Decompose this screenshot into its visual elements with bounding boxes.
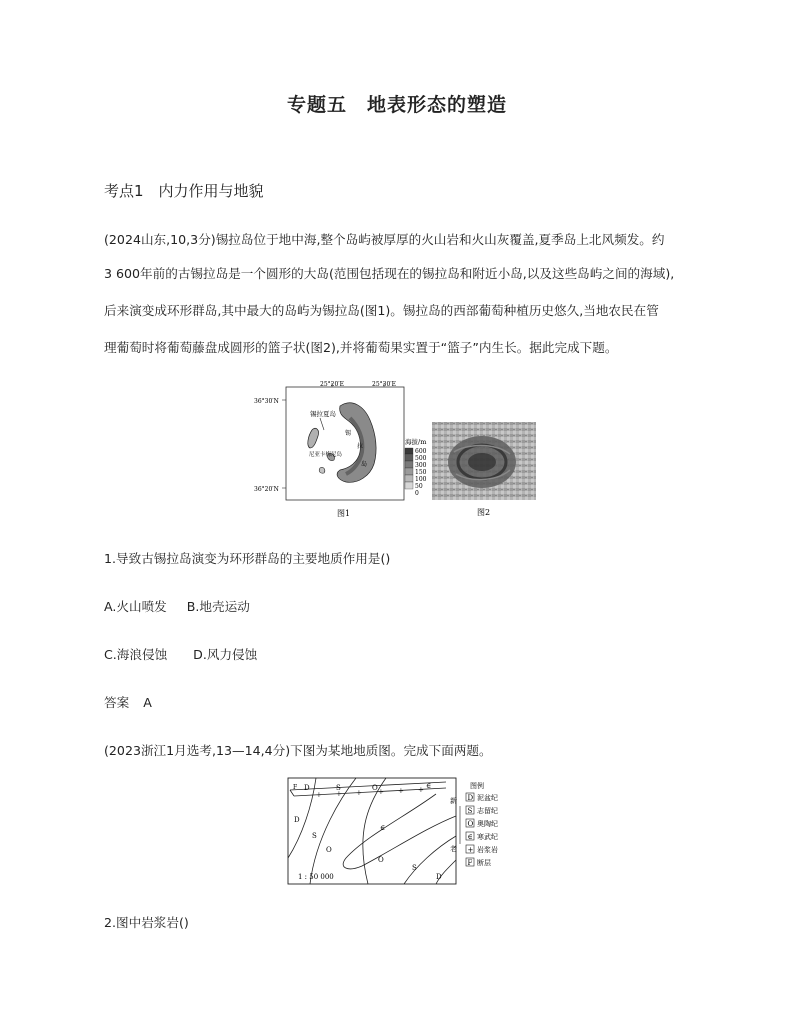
map-label: O — [372, 784, 378, 792]
map-label: S — [412, 864, 417, 872]
legend-symbol: ∈ — [467, 833, 473, 841]
legend-title: 图例 — [470, 782, 484, 790]
place-label: 岛 — [361, 461, 368, 468]
elevation-legend — [405, 448, 427, 497]
figure-caption: 图2 — [477, 508, 491, 517]
passage-2: (2023浙江1月选考,13—14,4分)下图为某地地质图。完成下面两题。 — [104, 743, 492, 758]
question-2-stem: 2.图中岩浆岩() — [104, 915, 189, 930]
legend-value: 150 — [415, 469, 427, 476]
option-a[interactable]: A.火山喷发 — [104, 599, 167, 614]
map-label: D — [436, 873, 442, 881]
passage-1-line: 后来演变成环形群岛,其中最大的岛屿为锡拉岛(图1)。锡拉岛的西部葡萄种植历史悠久,当地农民在管 — [104, 303, 659, 318]
place-label: 拉 — [357, 443, 364, 450]
lon-label: 25°30′E — [372, 381, 397, 388]
legend-symbol: D — [467, 794, 474, 802]
passage-1-line: 理葡萄时将葡萄藤盘成圆形的篮子状(图2),并将葡萄果实置于“篮子”内生长。据此完成下题。 — [104, 340, 618, 355]
lat-label: 36°20′N — [254, 486, 279, 493]
legend-value: 100 — [415, 476, 427, 483]
svg-text:+: + — [378, 788, 384, 796]
legend-label: 志留纪 — [477, 807, 498, 815]
option-b[interactable]: B.地壳运动 — [186, 599, 250, 614]
place-label: 锡 — [345, 430, 352, 437]
map-scale: 1 : 50 000 — [298, 873, 334, 881]
figure-2-photo — [432, 422, 536, 522]
svg-text:+: + — [356, 789, 362, 797]
svg-text:+: + — [398, 787, 404, 795]
page-title: 专题五 地表形态的塑造 — [286, 94, 507, 116]
legend-value: 50 — [415, 483, 423, 490]
legend-label: 奥陶纪 — [477, 820, 498, 828]
question-1-options-row-2 — [104, 644, 257, 663]
svg-text:+: + — [336, 790, 342, 798]
legend-symbol: S — [467, 807, 473, 815]
legend-value: 500 — [415, 455, 427, 462]
map-label: S — [336, 784, 341, 792]
question-1-options-row-1 — [104, 596, 250, 615]
legend-value: 0 — [415, 490, 419, 497]
passage-1-line: 3 600年前的古锡拉岛是一个圆形的大岛(范围包括现在的锡拉岛和附近小岛,以及这些岛屿之间的海域), — [104, 266, 675, 281]
legend-label: 泥盆纪 — [477, 794, 498, 802]
option-d[interactable]: D.风力侵蚀 — [193, 647, 258, 662]
legend-title: 海拔/m — [405, 438, 427, 446]
svg-text:+: + — [316, 791, 322, 799]
map-label: O — [326, 846, 332, 854]
map-label: D — [294, 816, 300, 824]
answer-1 — [104, 692, 152, 711]
map-label: O — [378, 856, 384, 864]
place-label: 锡拉夏岛 — [310, 410, 336, 418]
legend-items — [466, 793, 498, 867]
legend-value: 600 — [415, 448, 427, 455]
legend-value: 300 — [415, 462, 427, 469]
map-label: D — [304, 784, 310, 792]
map-label: S — [312, 832, 317, 840]
map-label: ∈ — [426, 782, 432, 790]
svg-text:+: + — [418, 786, 424, 794]
figure-caption: 图1 — [337, 509, 351, 518]
place-label: 尼亚卡梅尼岛 — [309, 452, 343, 458]
legend-symbol: + — [467, 846, 474, 854]
legend-symbol: F — [467, 859, 473, 867]
map-label: F — [293, 784, 298, 791]
legend-new: 新 — [450, 797, 457, 805]
geological-map — [286, 776, 534, 888]
legend-label: 寒武纪 — [477, 833, 498, 841]
answer-value: A — [143, 695, 152, 710]
figure-1-map — [254, 378, 434, 520]
lat-label: 36°30′N — [254, 398, 279, 405]
legend-label: 断层 — [477, 859, 491, 867]
section-heading: 考点1 内力作用与地貌 — [104, 182, 264, 200]
question-1-stem: 1.导致古锡拉岛演变为环形群岛的主要地质作用是() — [104, 551, 391, 566]
legend-symbol: O — [467, 820, 474, 828]
legend-label: 岩浆岩 — [477, 846, 498, 854]
lon-label: 25°20′E — [320, 381, 345, 388]
legend-old: 老 — [450, 845, 457, 853]
map-label: ∈ — [380, 824, 386, 832]
answer-label: 答案 — [104, 695, 130, 710]
option-c[interactable]: C.海浪侵蚀 — [104, 647, 168, 662]
passage-1-line: (2024山东,10,3分)锡拉岛位于地中海,整个岛屿被厚厚的火山岩和火山灰覆盖,夏季岛上北风频发。约 — [104, 232, 665, 247]
